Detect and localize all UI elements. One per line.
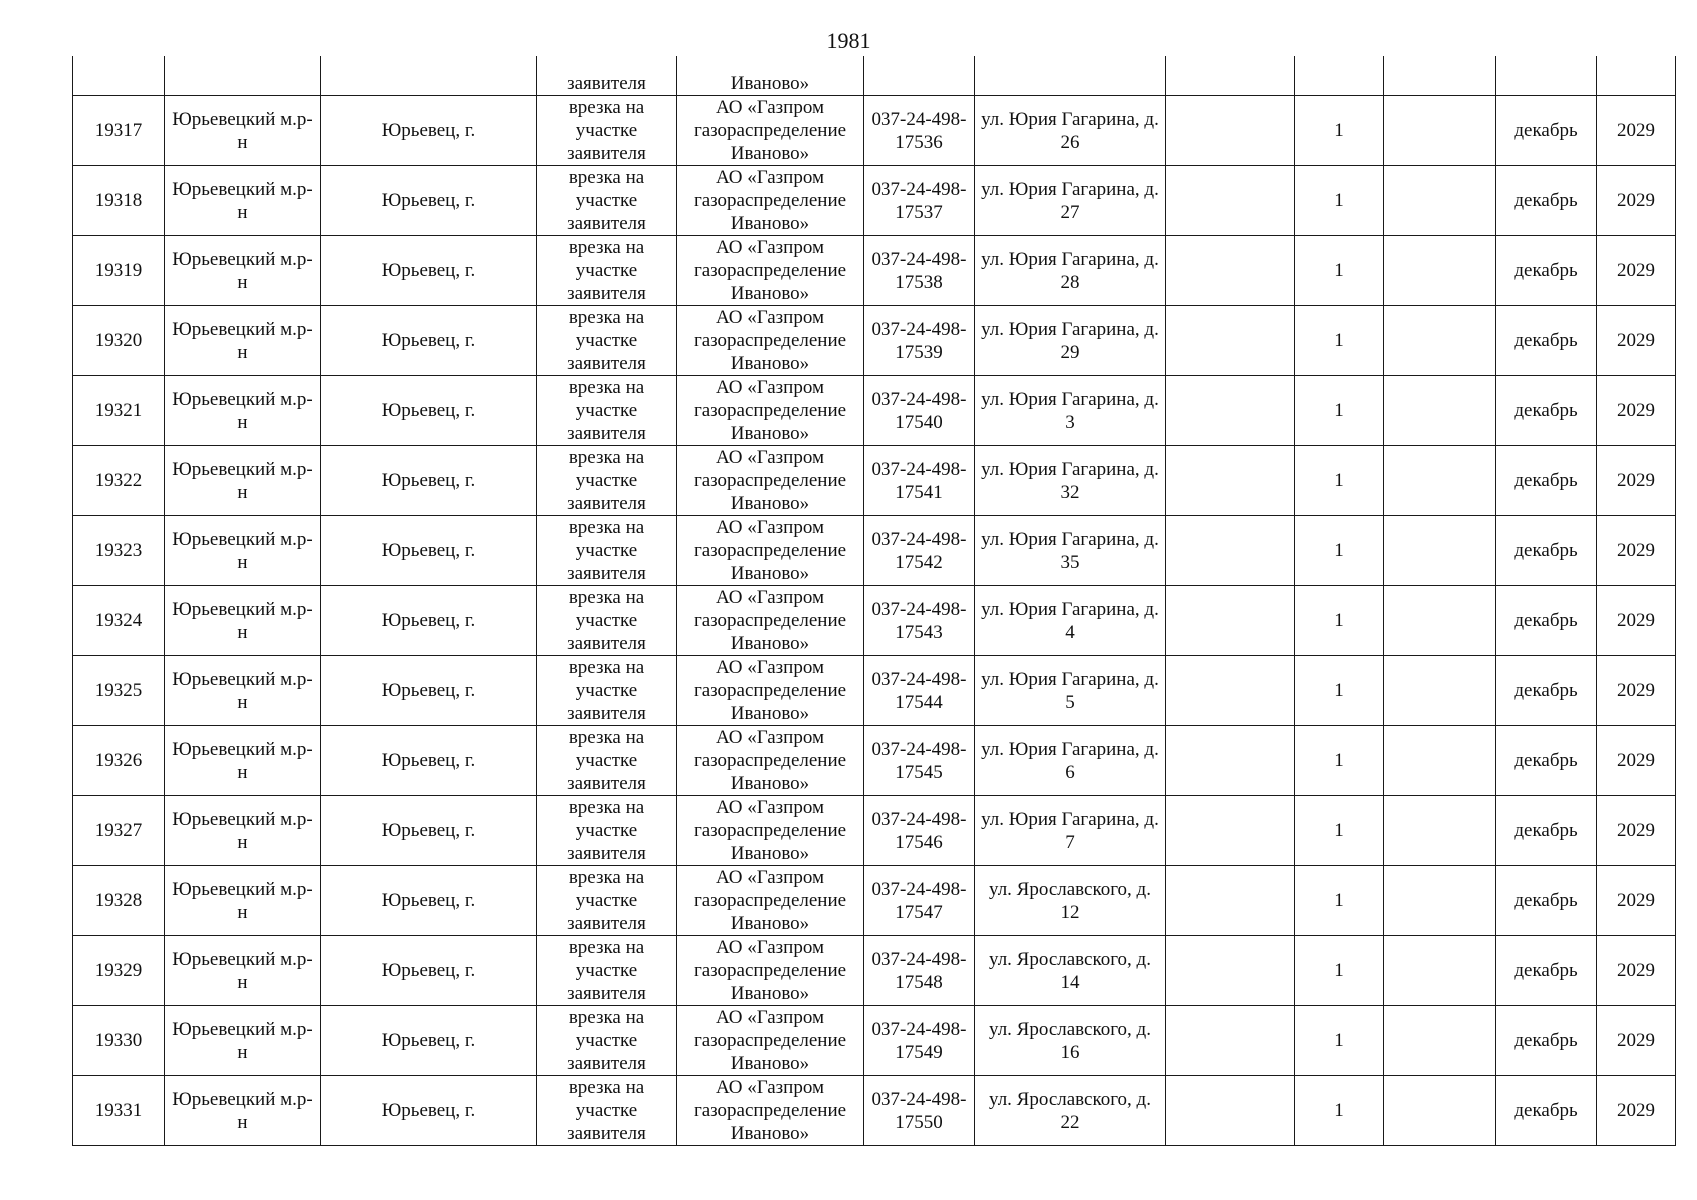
cell-num: 19331: [73, 1076, 165, 1146]
cell-month: декабрь: [1496, 866, 1597, 936]
cell-empty-a: [1166, 516, 1295, 586]
cell-district: Юрьевецкий м.р-н: [165, 1006, 321, 1076]
cell-address: ул. Юрия Гагарина, д. 7: [975, 796, 1166, 866]
cell-settlement: Юрьевец, г.: [321, 446, 537, 516]
cell-address: ул. Ярославского, д. 14: [975, 936, 1166, 1006]
cell-year: [1597, 56, 1676, 96]
cell-qty: 1: [1295, 236, 1384, 306]
cell-empty-a: [1166, 656, 1295, 726]
cell-organization: АО «Газпром газораспределение Иваново»: [677, 1006, 864, 1076]
cell-code: 037-24-498-17546: [864, 796, 975, 866]
cell-month: декабрь: [1496, 236, 1597, 306]
table-row: [73, 1006, 1676, 1076]
cell-district: Юрьевецкий м.р-н: [165, 656, 321, 726]
cell-settlement: Юрьевец, г.: [321, 936, 537, 1006]
cell-year: 2029: [1597, 866, 1676, 936]
cell-empty-b: [1384, 796, 1496, 866]
cell-code: 037-24-498-17536: [864, 96, 975, 166]
cell-work-type: врезка на участке заявителя: [537, 96, 677, 166]
cell-empty-b: [1384, 376, 1496, 446]
cell-year: 2029: [1597, 1076, 1676, 1146]
cell-district: Юрьевецкий м.р-н: [165, 936, 321, 1006]
cell-district: Юрьевецкий м.р-н: [165, 446, 321, 516]
cell-district: Юрьевецкий м.р-н: [165, 376, 321, 446]
cell-work-type: врезка на участке заявителя: [537, 1006, 677, 1076]
continuation-row: [73, 56, 1676, 96]
cell-year: 2029: [1597, 236, 1676, 306]
cell-month: декабрь: [1496, 96, 1597, 166]
cell-organization: АО «Газпром газораспределение Иваново»: [677, 1076, 864, 1146]
cell-code: 037-24-498-17549: [864, 1006, 975, 1076]
cell-month: декабрь: [1496, 1076, 1597, 1146]
cell-district: Юрьевецкий м.р-н: [165, 306, 321, 376]
cell-num: 19319: [73, 236, 165, 306]
cell-year: 2029: [1597, 796, 1676, 866]
cell-empty-a: [1166, 866, 1295, 936]
cell-year: 2029: [1597, 656, 1676, 726]
cell-code: 037-24-498-17537: [864, 166, 975, 236]
cell-organization: АО «Газпром газораспределение Иваново»: [677, 516, 864, 586]
table-row: [73, 166, 1676, 236]
cell-settlement: Юрьевец, г.: [321, 586, 537, 656]
cell-num: 19329: [73, 936, 165, 1006]
cell-empty-a: [1166, 1006, 1295, 1076]
cell-code: [864, 56, 975, 96]
cell-district: Юрьевецкий м.р-н: [165, 796, 321, 866]
cell-code: 037-24-498-17548: [864, 936, 975, 1006]
cell-month: декабрь: [1496, 516, 1597, 586]
cell-year: 2029: [1597, 586, 1676, 656]
cell-num: 19330: [73, 1006, 165, 1076]
table-row: [73, 306, 1676, 376]
cell-organization: АО «Газпром газораспределение Иваново»: [677, 306, 864, 376]
page-number: 1981: [826, 28, 871, 53]
cell-work-type: заявителя: [537, 56, 677, 96]
table-row: [73, 446, 1676, 516]
cell-year: 2029: [1597, 446, 1676, 516]
cell-code: 037-24-498-17542: [864, 516, 975, 586]
cell-empty-b: [1384, 586, 1496, 656]
cell-empty-b: [1384, 306, 1496, 376]
table-row: [73, 586, 1676, 656]
table-row: [73, 796, 1676, 866]
cell-address: ул. Юрия Гагарина, д. 3: [975, 376, 1166, 446]
cell-code: 037-24-498-17538: [864, 236, 975, 306]
cell-month: декабрь: [1496, 1006, 1597, 1076]
cell-empty-a: [1166, 306, 1295, 376]
cell-district: Юрьевецкий м.р-н: [165, 236, 321, 306]
table-row: [73, 376, 1676, 446]
table-row: [73, 656, 1676, 726]
cell-month: [1496, 56, 1597, 96]
cell-num: 19324: [73, 586, 165, 656]
cell-empty-b: [1384, 446, 1496, 516]
cell-month: декабрь: [1496, 726, 1597, 796]
cell-qty: [1295, 56, 1384, 96]
cell-num: 19320: [73, 306, 165, 376]
cell-address: ул. Юрия Гагарина, д. 5: [975, 656, 1166, 726]
cell-month: декабрь: [1496, 446, 1597, 516]
cell-organization: АО «Газпром газораспределение Иваново»: [677, 586, 864, 656]
cell-qty: 1: [1295, 1076, 1384, 1146]
cell-organization: Иваново»: [677, 56, 864, 96]
cell-work-type: врезка на участке заявителя: [537, 936, 677, 1006]
cell-address: ул. Юрия Гагарина, д. 29: [975, 306, 1166, 376]
cell-address: ул. Ярославского, д. 16: [975, 1006, 1166, 1076]
cell-code: 037-24-498-17540: [864, 376, 975, 446]
cell-address: [975, 56, 1166, 96]
cell-code: 037-24-498-17545: [864, 726, 975, 796]
cell-empty-b: [1384, 726, 1496, 796]
cell-num: 19328: [73, 866, 165, 936]
cell-address: ул. Юрия Гагарина, д. 6: [975, 726, 1166, 796]
cell-month: декабрь: [1496, 936, 1597, 1006]
cell-work-type: врезка на участке заявителя: [537, 586, 677, 656]
cell-month: декабрь: [1496, 376, 1597, 446]
cell-empty-b: [1384, 1006, 1496, 1076]
cell-num: 19322: [73, 446, 165, 516]
cell-qty: 1: [1295, 656, 1384, 726]
cell-qty: 1: [1295, 866, 1384, 936]
cell-district: Юрьевецкий м.р-н: [165, 96, 321, 166]
cell-settlement: Юрьевец, г.: [321, 166, 537, 236]
cell-num: 19325: [73, 656, 165, 726]
cell-year: 2029: [1597, 376, 1676, 446]
cell-settlement: Юрьевец, г.: [321, 516, 537, 586]
cell-empty-b: [1384, 936, 1496, 1006]
cell-qty: 1: [1295, 306, 1384, 376]
table-body: [73, 56, 1676, 1146]
cell-organization: АО «Газпром газораспределение Иваново»: [677, 236, 864, 306]
cell-month: декабрь: [1496, 306, 1597, 376]
cell-organization: АО «Газпром газораспределение Иваново»: [677, 166, 864, 236]
cell-address: ул. Юрия Гагарина, д. 4: [975, 586, 1166, 656]
cell-empty-a: [1166, 936, 1295, 1006]
cell-empty-b: [1384, 96, 1496, 166]
cell-work-type: врезка на участке заявителя: [537, 166, 677, 236]
cell-work-type: врезка на участке заявителя: [537, 726, 677, 796]
cell-qty: 1: [1295, 96, 1384, 166]
cell-work-type: врезка на участке заявителя: [537, 656, 677, 726]
cell-settlement: Юрьевец, г.: [321, 726, 537, 796]
cell-empty-b: [1384, 516, 1496, 586]
cell-month: декабрь: [1496, 166, 1597, 236]
cell-year: 2029: [1597, 166, 1676, 236]
cell-year: 2029: [1597, 936, 1676, 1006]
cell-empty-a: [1166, 376, 1295, 446]
cell-work-type: врезка на участке заявителя: [537, 306, 677, 376]
cell-empty-a: [1166, 796, 1295, 866]
cell-month: декабрь: [1496, 586, 1597, 656]
cell-empty-a: [1166, 586, 1295, 656]
cell-settlement: Юрьевец, г.: [321, 1006, 537, 1076]
cell-organization: АО «Газпром газораспределение Иваново»: [677, 866, 864, 936]
cell-district: [165, 56, 321, 96]
cell-year: 2029: [1597, 306, 1676, 376]
cell-empty-a: [1166, 726, 1295, 796]
cell-district: Юрьевецкий м.р-н: [165, 586, 321, 656]
cell-qty: 1: [1295, 936, 1384, 1006]
cell-work-type: врезка на участке заявителя: [537, 446, 677, 516]
cell-month: декабрь: [1496, 656, 1597, 726]
cell-district: Юрьевецкий м.р-н: [165, 726, 321, 796]
table-row: [73, 726, 1676, 796]
cell-settlement: Юрьевец, г.: [321, 96, 537, 166]
cell-district: Юрьевецкий м.р-н: [165, 166, 321, 236]
cell-qty: 1: [1295, 376, 1384, 446]
cell-address: ул. Юрия Гагарина, д. 32: [975, 446, 1166, 516]
cell-year: 2029: [1597, 726, 1676, 796]
cell-settlement: Юрьевец, г.: [321, 796, 537, 866]
table-row: [73, 516, 1676, 586]
cell-num: 19321: [73, 376, 165, 446]
cell-settlement: Юрьевец, г.: [321, 656, 537, 726]
cell-empty-a: [1166, 446, 1295, 516]
cell-settlement: Юрьевец, г.: [321, 866, 537, 936]
cell-address: ул. Юрия Гагарина, д. 26: [975, 96, 1166, 166]
cell-work-type: врезка на участке заявителя: [537, 866, 677, 936]
table-row: [73, 236, 1676, 306]
cell-qty: 1: [1295, 796, 1384, 866]
cell-address: ул. Юрия Гагарина, д. 27: [975, 166, 1166, 236]
cell-organization: АО «Газпром газораспределение Иваново»: [677, 796, 864, 866]
cell-empty-a: [1166, 1076, 1295, 1146]
cell-district: Юрьевецкий м.р-н: [165, 516, 321, 586]
cell-empty-a: [1166, 166, 1295, 236]
cell-code: 037-24-498-17544: [864, 656, 975, 726]
cell-empty-b: [1384, 866, 1496, 936]
cell-num: [73, 56, 165, 96]
cell-code: 037-24-498-17547: [864, 866, 975, 936]
cell-settlement: Юрьевец, г.: [321, 1076, 537, 1146]
cell-empty-a: [1166, 96, 1295, 166]
cell-work-type: врезка на участке заявителя: [537, 1076, 677, 1146]
cell-year: 2029: [1597, 96, 1676, 166]
cell-district: Юрьевецкий м.р-н: [165, 866, 321, 936]
cell-qty: 1: [1295, 166, 1384, 236]
data-table: [72, 56, 1676, 1146]
cell-settlement: Юрьевец, г.: [321, 306, 537, 376]
cell-empty-b: [1384, 56, 1496, 96]
cell-num: 19326: [73, 726, 165, 796]
cell-address: ул. Ярославского, д. 12: [975, 866, 1166, 936]
cell-organization: АО «Газпром газораспределение Иваново»: [677, 96, 864, 166]
cell-year: 2029: [1597, 516, 1676, 586]
cell-code: 037-24-498-17541: [864, 446, 975, 516]
table-row: [73, 96, 1676, 166]
cell-settlement: Юрьевец, г.: [321, 376, 537, 446]
cell-settlement: Юрьевец, г.: [321, 236, 537, 306]
cell-settlement: [321, 56, 537, 96]
cell-district: Юрьевецкий м.р-н: [165, 1076, 321, 1146]
table-row: [73, 1076, 1676, 1146]
cell-empty-b: [1384, 166, 1496, 236]
cell-code: 037-24-498-17550: [864, 1076, 975, 1146]
cell-qty: 1: [1295, 516, 1384, 586]
cell-organization: АО «Газпром газораспределение Иваново»: [677, 936, 864, 1006]
cell-work-type: врезка на участке заявителя: [537, 516, 677, 586]
cell-num: 19323: [73, 516, 165, 586]
cell-month: декабрь: [1496, 796, 1597, 866]
cell-address: ул. Юрия Гагарина, д. 35: [975, 516, 1166, 586]
cell-qty: 1: [1295, 726, 1384, 796]
cell-empty-b: [1384, 1076, 1496, 1146]
cell-work-type: врезка на участке заявителя: [537, 376, 677, 446]
table-row: [73, 936, 1676, 1006]
cell-empty-a: [1166, 56, 1295, 96]
cell-qty: 1: [1295, 446, 1384, 516]
cell-empty-b: [1384, 236, 1496, 306]
cell-organization: АО «Газпром газораспределение Иваново»: [677, 726, 864, 796]
cell-organization: АО «Газпром газораспределение Иваново»: [677, 656, 864, 726]
cell-code: 037-24-498-17543: [864, 586, 975, 656]
table-row: [73, 866, 1676, 936]
cell-num: 19317: [73, 96, 165, 166]
cell-qty: 1: [1295, 586, 1384, 656]
cell-code: 037-24-498-17539: [864, 306, 975, 376]
cell-num: 19318: [73, 166, 165, 236]
cell-address: ул. Ярославского, д. 22: [975, 1076, 1166, 1146]
cell-address: ул. Юрия Гагарина, д. 28: [975, 236, 1166, 306]
cell-organization: АО «Газпром газораспределение Иваново»: [677, 376, 864, 446]
cell-num: 19327: [73, 796, 165, 866]
cell-work-type: врезка на участке заявителя: [537, 236, 677, 306]
cell-work-type: врезка на участке заявителя: [537, 796, 677, 866]
cell-organization: АО «Газпром газораспределение Иваново»: [677, 446, 864, 516]
cell-qty: 1: [1295, 1006, 1384, 1076]
cell-empty-b: [1384, 656, 1496, 726]
cell-empty-a: [1166, 236, 1295, 306]
cell-year: 2029: [1597, 1006, 1676, 1076]
